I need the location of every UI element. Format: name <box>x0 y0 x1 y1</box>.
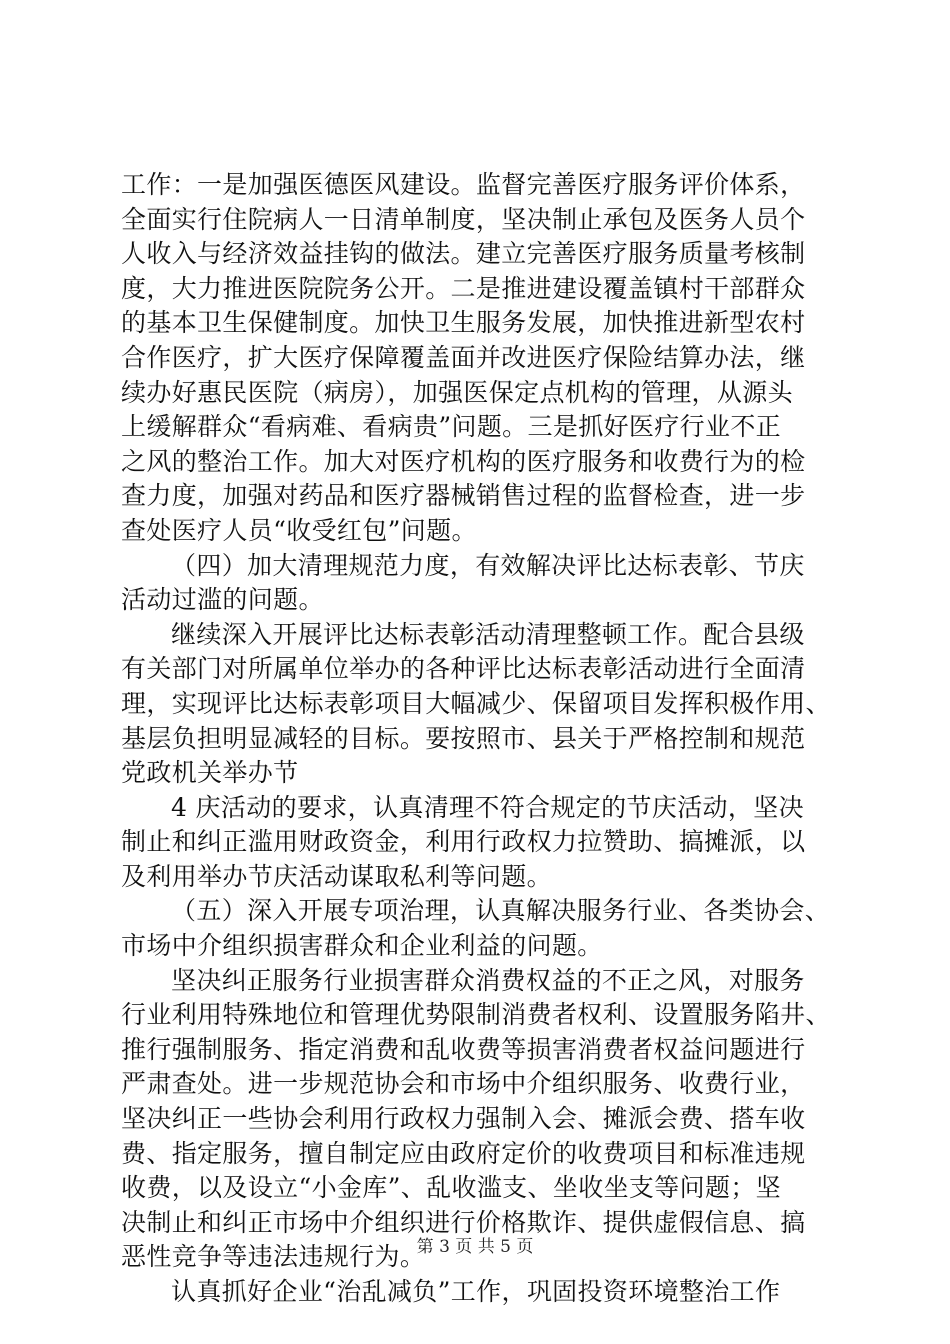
text-line: 坚决纠正服务行业损害群众消费权益的不正之风，对服务 <box>171 965 805 995</box>
text-line: 查力度，加强对药品和医疗器械销售过程的监督检查，进一步 <box>121 481 806 511</box>
text-line: 党政机关举办节 <box>121 758 299 788</box>
text-line: 理，实现评比达标表彰项目大幅减少、保留项目发挥积极作用、 <box>121 688 831 718</box>
text-line: 制止和纠正滥用财政资金，利用行政权力拉赞助、搞摊派，以 <box>121 827 806 857</box>
text-line: 合作医疗，扩大医疗保障覆盖面并改进医疗保险结算办法，继 <box>121 342 806 372</box>
page-footer: 第 3 页 共 5 页 <box>416 1237 534 1257</box>
text-line: 度，大力推进医院院务公开。二是推进建设覆盖镇村干部群众 <box>121 273 806 303</box>
text-line: 坚决纠正一些协会利用行政权力强制入会、摊派会费、搭车收 <box>121 1104 806 1134</box>
text-line: 费、指定服务，擅自制定应由政府定价的收费项目和标准违规 <box>121 1138 806 1168</box>
text-line: 上缓解群众“看病难、看病贵”问题。三是抓好医疗行业不正 <box>121 412 782 442</box>
text-line: 推行强制服务、指定消费和乱收费等损害消费者权益问题进行 <box>121 1034 806 1064</box>
text-line: 人收入与经济效益挂钩的做法。建立完善医疗服务质量考核制 <box>121 239 806 269</box>
text-line: 继续深入开展评比达标表彰活动清理整顿工作。配合县级 <box>171 619 805 649</box>
text-line: （五）深入开展专项治理，认真解决服务行业、各类协会、 <box>171 896 831 926</box>
text-line: 有关部门对所属单位举办的各种评比达标表彰活动进行全面清 <box>121 654 806 684</box>
text-line: （四）加大清理规范力度，有效解决评比达标表彰、节庆 <box>171 550 805 580</box>
text-line: 查处医疗人员“收受红包”问题。 <box>121 515 477 545</box>
text-line: 严肃查处。进一步规范协会和市场中介组织服务、收费行业， <box>121 1069 806 1099</box>
text-line: 工作：一是加强医德医风建设。监督完善医疗服务评价体系， <box>121 170 806 199</box>
text-line: 全面实行住院病人一日清单制度，坚决制止承包及医务人员个 <box>121 204 806 234</box>
text-line: 基层负担明显减轻的目标。要按照市、县关于严格控制和规范 <box>121 723 806 753</box>
text-line: 之风的整治工作。加大对医疗机构的医疗服务和收费行为的检 <box>121 446 806 476</box>
text-line: 收费，以及设立“小金库”、乱收滥支、坐收坐支等问题；坚 <box>121 1173 782 1203</box>
text-line: 续办好惠民医院（病房），加强医保定点机构的管理，从源头 <box>121 377 793 407</box>
text-line: 行业利用特殊地位和管理优势限制消费者权利、设置服务陷井、 <box>121 1000 831 1030</box>
text-line: 恶性竞争等违法违规行为。 <box>121 1242 426 1272</box>
text-line: 4 庆活动的要求，认真清理不符合规定的节庆活动，坚决 <box>171 792 804 822</box>
body-text <box>121 168 833 1310</box>
text-line: 活动过滥的问题。 <box>121 585 324 615</box>
text-line: 的基本卫生保健制度。加快卫生服务发展，加快推进新型农村 <box>121 308 806 338</box>
text-line: 及利用举办节庆活动谋取私利等问题。 <box>121 861 552 891</box>
text-line: 认真抓好企业“治乱减负”工作，巩固投资环境整治工作 <box>171 1277 781 1306</box>
text-line: 决制止和纠正市场中介组织进行价格欺诈、提供虚假信息、搞 <box>121 1207 806 1237</box>
text-line: 市场中介组织损害群众和企业利益的问题。 <box>121 931 603 961</box>
